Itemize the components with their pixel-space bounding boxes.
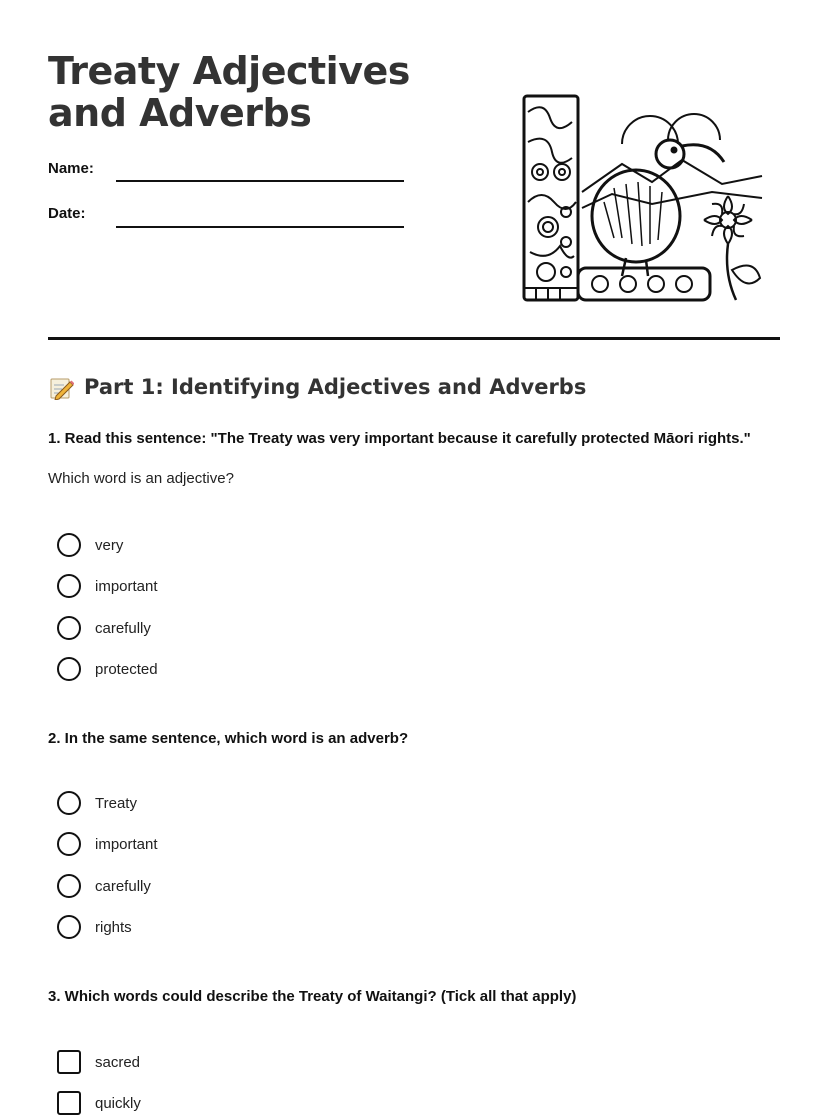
radio-button[interactable]	[57, 915, 81, 939]
radio-button[interactable]	[57, 533, 81, 557]
option-label: sacred	[95, 1053, 141, 1071]
checkbox[interactable]	[57, 1091, 81, 1115]
q1-option[interactable]	[57, 616, 151, 640]
option-label: carefully	[95, 619, 151, 637]
q3-option[interactable]	[57, 1050, 140, 1074]
radio-button[interactable]	[57, 874, 81, 898]
radio-button[interactable]	[57, 616, 81, 640]
q2-option[interactable]	[57, 874, 151, 898]
option-label: rights	[95, 918, 132, 936]
q1-option[interactable]	[57, 533, 123, 557]
section-divider	[48, 337, 780, 340]
q1-option[interactable]	[57, 574, 158, 598]
date-line[interactable]	[116, 226, 404, 228]
question-2-text: 2. In the same sentence, which word is an adverb?	[48, 730, 409, 747]
checkbox[interactable]	[57, 1050, 81, 1074]
name-line[interactable]	[116, 180, 404, 182]
option-label: protected	[95, 660, 158, 678]
kiwi-illustration	[518, 92, 766, 306]
option-label: Treaty	[95, 794, 137, 812]
part1-heading	[48, 374, 586, 400]
radio-button[interactable]	[57, 657, 81, 681]
q2-option[interactable]	[57, 791, 137, 815]
part1-title: Part 1: Identifying Adjectives and Adverbs	[84, 375, 587, 399]
question-3-text: 3. Which words could describe the Treaty of Waitangi? (Tick all that apply)	[48, 988, 577, 1005]
option-label: carefully	[95, 877, 151, 895]
q3-option[interactable]	[57, 1091, 141, 1115]
q2-option[interactable]	[57, 832, 158, 856]
radio-button[interactable]	[57, 791, 81, 815]
name-label: Name:	[48, 160, 94, 177]
q1-option[interactable]	[57, 657, 158, 681]
q2-option[interactable]	[57, 915, 132, 939]
radio-button[interactable]	[57, 832, 81, 856]
question-1-prompt: Which word is an adjective?	[48, 470, 234, 487]
option-label: very	[95, 536, 124, 554]
question-1-text: 1. Read this sentence: "The Treaty was very important because it carefully protected Māori rights."	[48, 430, 751, 447]
worksheet-title: Treaty Adjectives and Adverbs	[48, 49, 410, 135]
option-label: important	[95, 835, 158, 853]
date-label: Date:	[48, 205, 86, 222]
option-label: quickly	[95, 1094, 141, 1112]
radio-button[interactable]	[57, 574, 81, 598]
pencil-memo-icon	[48, 374, 74, 400]
option-label: important	[95, 577, 158, 595]
